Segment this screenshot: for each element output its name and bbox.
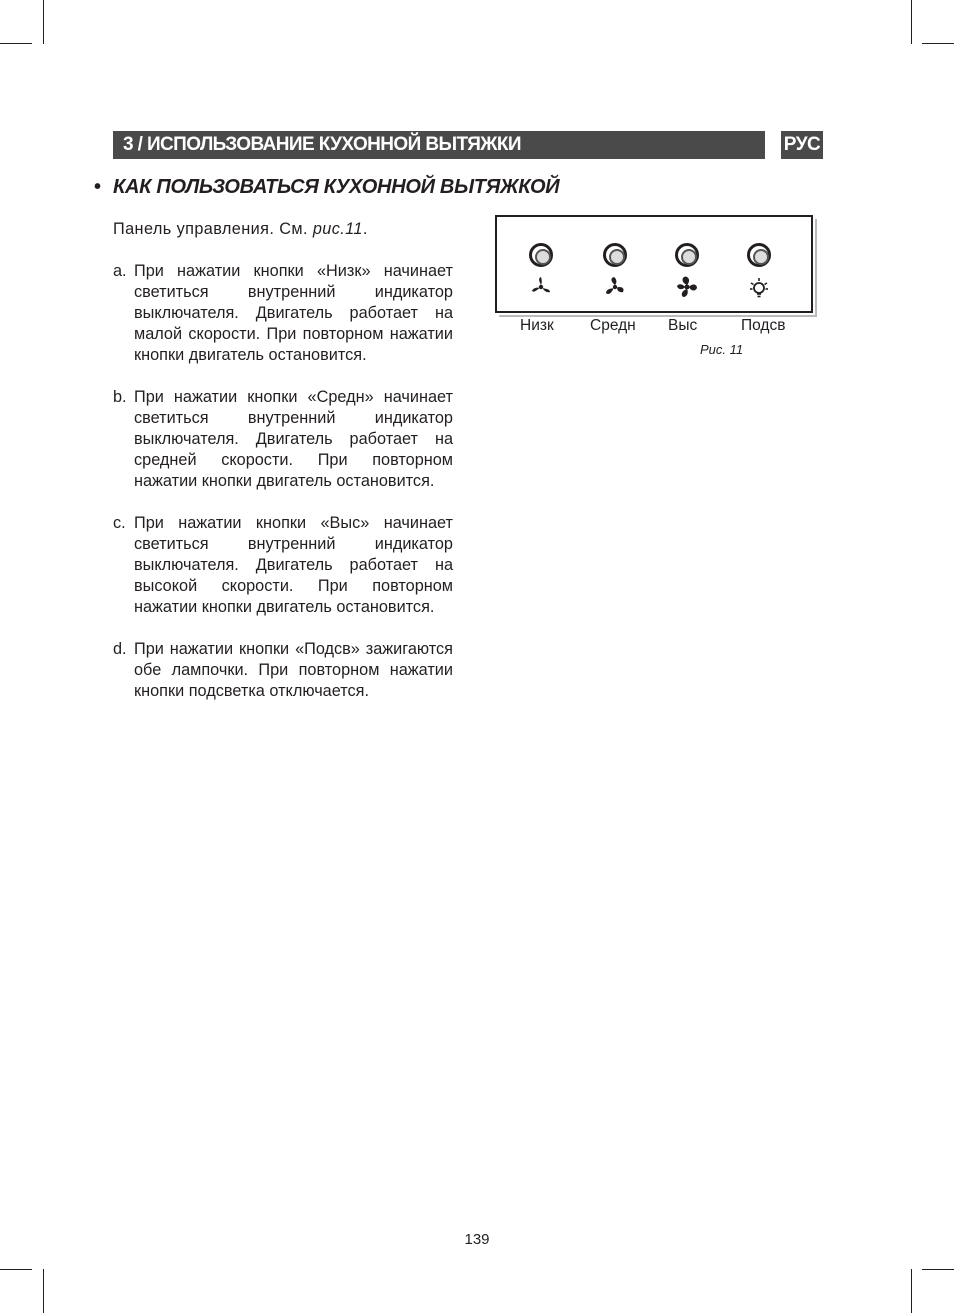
medium-speed-button[interactable]: [596, 243, 636, 313]
chapter-header: 3 / ИСПОЛЬЗОВАНИЕ КУХОННОЙ ВЫТЯЖКИ: [113, 131, 765, 159]
list-item: [113, 387, 453, 492]
button-label-light: Подсв: [741, 317, 786, 334]
fan-medium-icon: [603, 275, 627, 299]
list-item-letter: c.: [113, 514, 126, 532]
control-panel-figure: [495, 215, 813, 313]
fan-low-icon: [529, 275, 553, 299]
button-label-medium: Средн: [590, 317, 636, 334]
list-item-letter: a.: [113, 262, 127, 280]
language-badge: РУС: [781, 131, 823, 159]
section-title: [94, 176, 559, 199]
indicator-ring: [675, 243, 699, 267]
list-item: [113, 639, 453, 702]
indicator-ring: [603, 243, 627, 267]
light-button[interactable]: [740, 243, 780, 313]
intro-text: Панель управления. См.: [113, 220, 313, 238]
list-item-letter: d.: [113, 640, 127, 658]
crop-mark: [922, 1269, 954, 1270]
list-item: [113, 261, 453, 366]
crop-mark: [911, 1269, 912, 1313]
crop-mark: [0, 1269, 32, 1270]
low-speed-button[interactable]: [522, 243, 562, 313]
list-item-text: При нажатии кнопки «Низк» начинает светиться внутренний индикатор выключателя. Двигатель работает на малой скорости. При повторном нажатии кнопки двигатель остановится.: [134, 262, 453, 364]
crop-mark: [0, 43, 32, 44]
light-bulb-icon: [747, 275, 771, 299]
list-item-text: При нажатии кнопки «Средн» начинает светиться внутренний индикатор выключателя. Двигатель работает на средней скорости. При повторном нажатии кнопки двигатель остановится.: [134, 388, 453, 490]
bullet: •: [94, 176, 101, 198]
page-number: 139: [464, 1231, 490, 1248]
button-label-high: Выс: [668, 317, 698, 334]
list-item-text: При нажатии кнопки «Выс» начинает светиться внутренний индикатор выключателя. Двигатель работает на высокой скорости. При повторном нажатии кнопки двигатель остановится.: [134, 514, 453, 616]
fan-high-icon: [675, 275, 699, 299]
list-item-letter: b.: [113, 388, 127, 406]
indicator-ring: [529, 243, 553, 267]
crop-mark: [43, 1269, 44, 1313]
section-title-text: КАК ПОЛЬЗОВАТЬСЯ КУХОННОЙ ВЫТЯЖКОЙ: [113, 176, 560, 198]
figure-reference: рис.11: [312, 220, 363, 238]
figure-caption: Рис. 11: [700, 342, 744, 357]
indicator-ring: [747, 243, 771, 267]
list-item: [113, 513, 453, 618]
crop-mark: [922, 43, 954, 44]
list-item-text: При нажатии кнопки «Подсв» зажигаются обе лампочки. При повторном нажатии кнопки подсветка отключается.: [134, 640, 453, 700]
intro-paragraph: [113, 219, 453, 240]
intro-suffix: .: [362, 220, 368, 238]
crop-mark: [43, 0, 44, 44]
high-speed-button[interactable]: [668, 243, 708, 313]
instructions-column: [113, 219, 453, 723]
button-label-low: Низк: [520, 317, 554, 334]
crop-mark: [911, 0, 912, 44]
